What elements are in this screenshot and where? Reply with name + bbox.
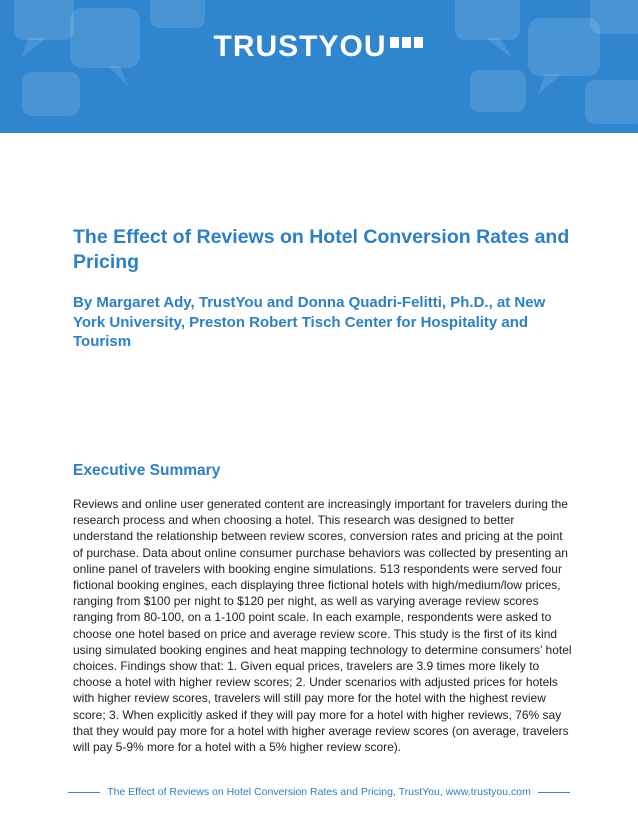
speech-bubbles-icon — [0, 0, 638, 133]
footer-rule-left — [68, 792, 100, 793]
executive-summary-text: Reviews and online user generated content are increasingly important for travelers during the research process and when choosing a hotel. This research was designed to better understand the relationship between review scores, conversion rates and pricing at the point of purchase. Data about online consumer purchase behaviors was collected by presenting an online panel of travelers with booking engine simulations. 513 respondents were served four fictional booking engines, each displaying three fictional hotels with high/medium/low prices, ranging from $100 per night to $120 per night, as well as varying average review scores ranging from 80-100, on a 1-100 point scale. In each example, respondents were asked to choose one hotel based on price and average review score. This study is the first of its kind using simulated booking engines and heat mapping technology to determine consumers’ hotel choices. Findings show that: 1. Given equal prices, travelers are 3.9 times more likely to choose a hotel with higher review scores; 2. Under scenarios with adjusted prices for hotels with higher review scores, travelers will still pay more for the hotel with the highest review score; 3. When explicitly asked if they will pay more for a hotel with higher reviews, 76% say that they would pay more for a hotel with higher average review scores (on average, travelers will pay 5-9% more for a hotel with a 5% higher review score). — [73, 497, 572, 755]
header-banner — [0, 0, 638, 133]
author-byline: By Margaret Ady, TrustYou and Donna Quadri-Felitti, Ph.D., at New York University, Preston Robert Tisch Center for Hospitality and Tourism — [73, 294, 546, 350]
logo-text: TRUSTYOU — [213, 30, 387, 63]
footer-rule-right — [538, 792, 570, 793]
executive-summary-heading: Executive Summary — [73, 462, 221, 479]
trustyou-logo — [0, 30, 638, 64]
footer-text: The Effect of Reviews on Hotel Conversion Rates and Pricing, TrustYou, www.trustyou.com — [107, 786, 531, 798]
logo-marks-icon — [389, 37, 425, 49]
page-footer — [68, 786, 570, 798]
document-title: The Effect of Reviews on Hotel Conversion Rates and Pricing — [73, 226, 570, 273]
